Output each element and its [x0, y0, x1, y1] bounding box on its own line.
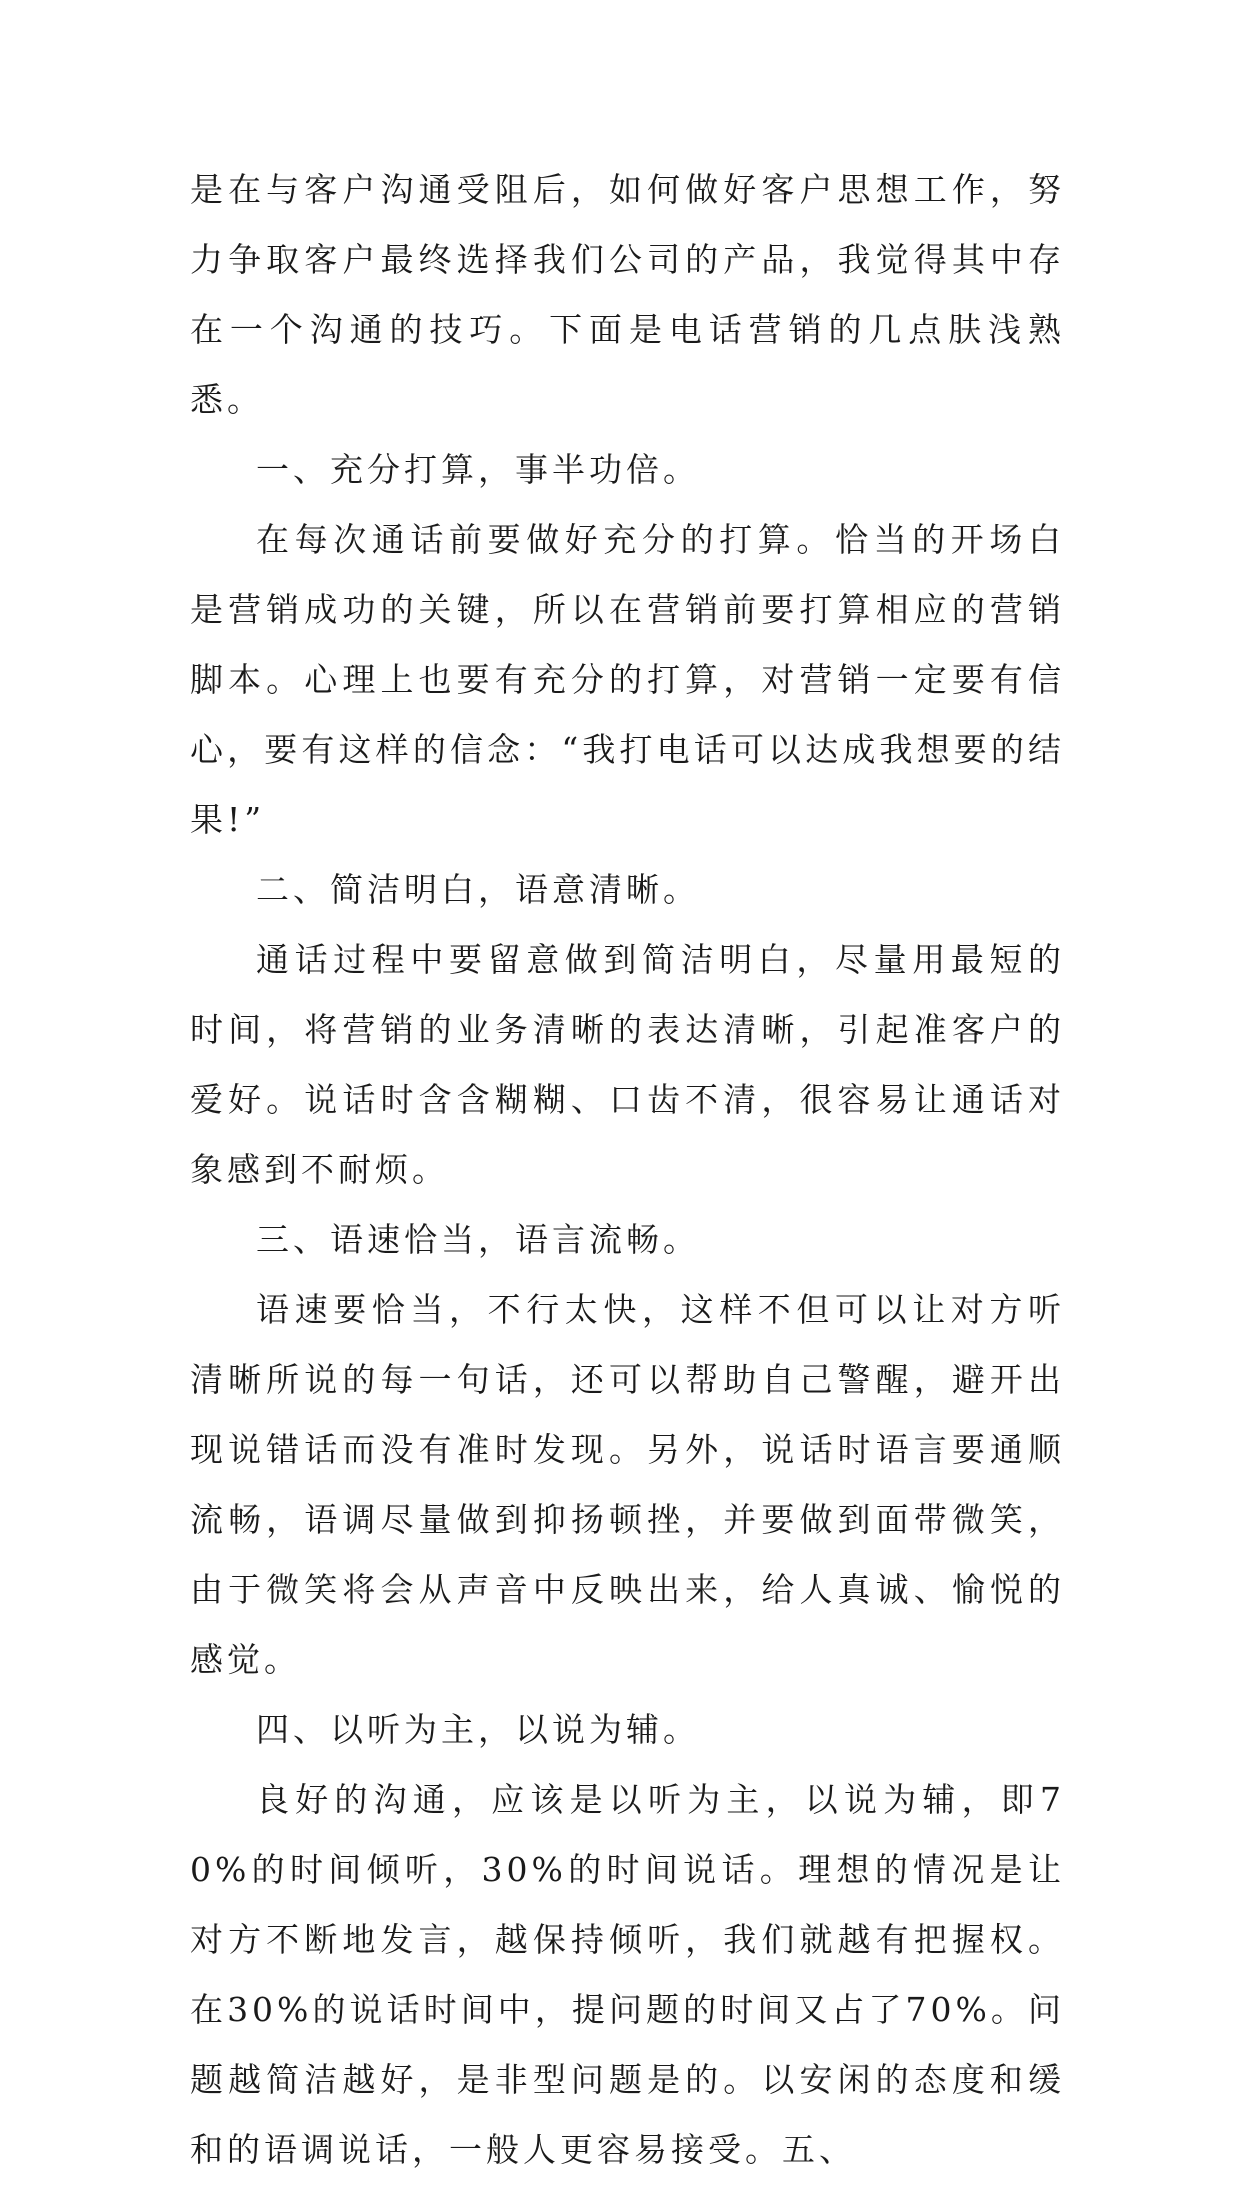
section-heading-1: 一、充分打算，事半功倍。: [256, 450, 700, 489]
paragraph-5: 良好的沟通，应该是以听为主，以说为辅，即70%的时间倾听，30%的时间说话。理想的情况是让对方不断地发言，越保持倾听，我们就越有把握权。在30%的说话时间中，提问题的时间又占了70%。问题越简洁越好，是非型问题是的。以安闲的态度和缓和的语调说话，一般人更容易接受。五、: [190, 1780, 1065, 2169]
paragraph-4: 语速要恰当，不行太快，这样不但可以让对方听清晰所说的每一句话，还可以帮助自己警醒，避开出现说错话而没有准时发现。另外，说话时语言要通顺流畅，语调尽量做到抑扬顿挫，并要做到面带微笑，由于微笑将会从声音中反映出来，给人真诚、愉悦的感觉。: [190, 1290, 1065, 1679]
paragraph-1: 是在与客户沟通受阻后，如何做好客户思想工作，努力争取客户最终选择我们公司的产品，我觉得其中存在一个沟通的技巧。下面是电话营销的几点肤浅熟悉。: [190, 170, 1065, 419]
paragraph-2: 在每次通话前要做好充分的打算。恰当的开场白是营销成功的关键，所以在营销前要打算相应的营销脚本。心理上也要有充分的打算，对营销一定要有信心，要有这样的信念：“我打电话可以达成我想要的结果!”: [190, 520, 1065, 839]
document-page: [190, 155, 1065, 2185]
section-heading-4: 四、以听为主，以说为辅。: [256, 1710, 700, 1749]
paragraph-3: 通话过程中要留意做到简洁明白，尽量用最短的时间，将营销的业务清晰的表达清晰，引起准客户的爱好。说话时含含糊糊、口齿不清，很容易让通话对象感到不耐烦。: [190, 940, 1065, 1189]
section-heading-3: 三、语速恰当，语言流畅。: [256, 1220, 700, 1259]
section-heading-2: 二、简洁明白，语意清晰。: [256, 870, 700, 909]
